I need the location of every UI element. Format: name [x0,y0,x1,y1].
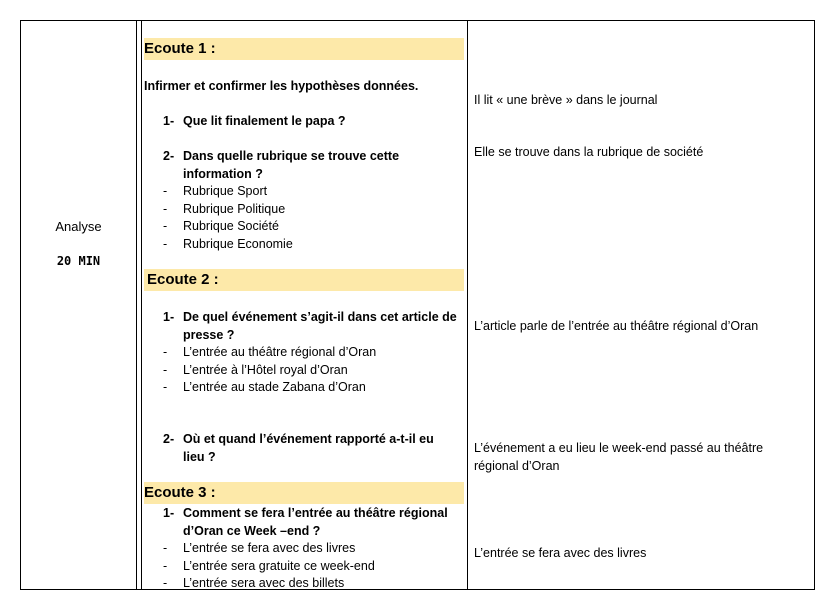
question-text: De quel événement s’agit-il dans cet article de [183,310,457,324]
bullet-dash: - [163,237,168,251]
option-item: L’entrée sera avec des billets [183,576,345,590]
question-text: lieu ? [183,450,216,464]
option-item: Rubrique Politique [183,202,286,216]
answers-column [468,21,814,589]
question-text: Dans quelle rubrique se trouve cette [183,149,400,163]
question-text: d’Oran ce Week –end ? [183,524,321,538]
section-header-ecoute-1: Ecoute 1 : [144,38,464,60]
duration-label: 20 MIN [56,254,101,268]
bullet-dash: - [163,380,168,394]
lesson-table [20,20,815,590]
answer-text: régional d’Oran [474,459,560,473]
option-item: Rubrique Sport [183,184,268,198]
option-item: L’entrée à l’Hôtel royal d’Oran [183,363,348,377]
question-text: Que lit finalement le papa ? [183,114,346,128]
bullet-dash: - [163,541,168,555]
bullet-dash: - [163,345,168,359]
option-item: L’entrée au stade Zabana d’Oran [183,380,366,394]
bullet-dash: - [163,184,168,198]
question-text: presse ? [183,328,235,342]
section-header-ecoute-2: Ecoute 2 : [144,269,464,291]
bullet-dash: - [163,219,168,233]
answer-text: Elle se trouve dans la rubrique de société [474,145,704,159]
question-number: 1- [163,114,175,128]
question-number: 2- [163,149,175,163]
question-number: 2- [163,432,175,446]
phase-column [21,21,136,589]
column-divider [136,21,137,589]
section-header-ecoute-3: Ecoute 3 : [144,482,464,504]
activities-column [142,21,467,589]
option-item: L’entrée au théâtre régional d’Oran [183,345,377,359]
question-text: Où et quand l’événement rapporté a-t-il eu [183,432,434,446]
answer-text: L’article parle de l’entrée au théâtre régional d’Oran [474,319,759,333]
answer-text: L’entrée se fera avec des livres [474,546,647,560]
phase-label: Analyse [55,219,102,234]
answer-text: Il lit « une brève » dans le journal [474,93,658,107]
answer-text: L’événement a eu lieu le week-end passé au théâtre [474,441,764,455]
option-item: Rubrique Economie [183,237,293,251]
bullet-dash: - [163,559,168,573]
question-text: Comment se fera l’entrée au théâtre régional [183,506,448,520]
question-text: information ? [183,167,263,181]
option-item: L’entrée se fera avec des livres [183,541,356,555]
bullet-dash: - [163,576,168,590]
option-item: Rubrique Société [183,219,279,233]
bullet-dash: - [163,363,168,377]
question-number: 1- [163,310,175,324]
instruction: Infirmer et confirmer les hypothèses données. [144,79,419,93]
question-number: 1- [163,506,175,520]
bullet-dash: - [163,202,168,216]
option-item: L’entrée sera gratuite ce week-end [183,559,375,573]
